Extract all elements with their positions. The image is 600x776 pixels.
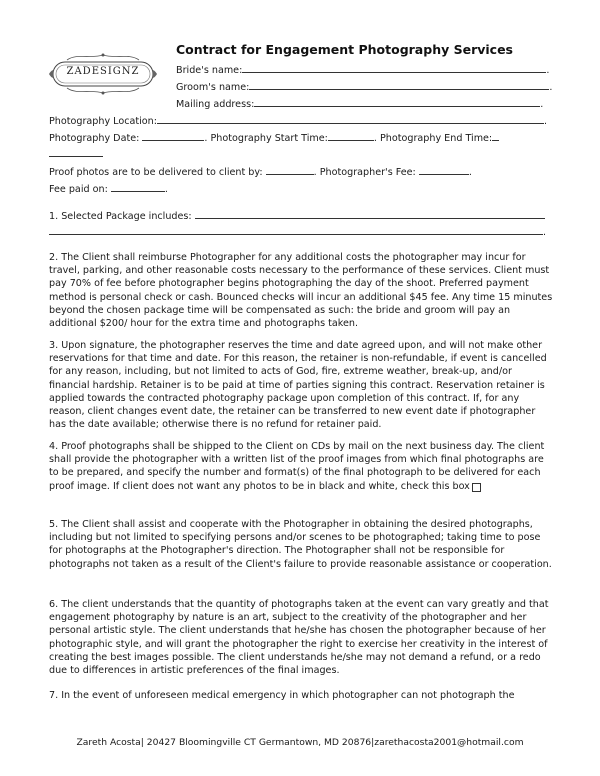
fee-label: Photographer's Fee: xyxy=(319,167,416,178)
mailing-address-field[interactable] xyxy=(254,97,540,107)
page-title: Contract for Engagement Photography Services xyxy=(176,42,513,57)
clause-7: 7. In the event of unforeseen medical emergency in which photographer can not photograph the xyxy=(49,690,515,701)
brides-name-field[interactable] xyxy=(242,63,546,73)
zadesignz-logo xyxy=(47,52,159,98)
brides-name-row: Bride's name: . xyxy=(176,65,550,76)
package-row-2: . xyxy=(49,225,546,239)
location-row: Photography Location: . xyxy=(49,116,548,127)
fee-paid-row: Fee paid on: . xyxy=(49,184,168,195)
fee-paid-field[interactable] xyxy=(111,182,165,192)
proof-delivery-row: Proof photos are to be delivered to client by: . Photographer's Fee: . xyxy=(49,167,472,178)
clause-2: 2. The Client shall reimburse Photographer for any additional costs the photographer may incur for travel, parking, and other reasonable costs necessary to the performance of these services. Client must pay 70% of fee before photographer begins photographing the day of the shoot. Preferred payment method is personal check or cash. Bounced checks will incur an additional $45 fee. Any time 15 minutes beyond the chosen package time will be compensated as such: the bride and groom will pay an additional $200/ hour for the extra time and photographs taken. xyxy=(49,252,553,330)
package-field-line-2[interactable] xyxy=(49,225,543,235)
end-time-field-continued[interactable] xyxy=(49,147,103,157)
clause-4-text: 4. Proof photographs shall be shipped to the Client on CDs by mail on the next business day. The client shall provide the photographer with a written list of the proof images from which final photographs are to be prepared, and specify the number and format(s) of the final photograph to be delivered for each proof image. If client does not want any photos to be in black and white, check this box xyxy=(49,441,545,492)
logo-wordmark: ZADESIGNZ xyxy=(66,66,140,77)
package-field[interactable] xyxy=(195,209,545,219)
date-label: Photography Date: xyxy=(49,133,140,144)
clause-4 xyxy=(49,440,555,493)
clause-5: 5. The Client shall assist and cooperate with the Photographer in obtaining the desired photographs, including but not limited to specifying persons and/or scenes to be photographed; taking time to pose for photographs at the Photographer's direction. The Photographer shall not be responsible for photographs not taken as a result of the Client's failure to provide reasonable assistance or cooperation. xyxy=(49,519,552,570)
mailing-address-label: Mailing address: xyxy=(176,99,255,110)
location-field[interactable] xyxy=(157,114,544,124)
date-time-row: Photography Date: . Photography Start Time: . Photography End Time: xyxy=(49,131,499,145)
brides-name-label: Bride's name: xyxy=(176,65,243,76)
clause-6: 6. The client understands that the quantity of photographs taken at the event can vary greatly and that engagement photography by nature is an art, subject to the creativity of the photographer and her personal artistic style. The client understands that he/she has chosen the photographer because of her photographic style, and will grant the photographer the right to exercise her creativity in the interest of creating the best images possible. The client understands he/she may not demand a refund, or a redo due to differences in artistic preferences of the final images. xyxy=(49,599,549,677)
date-field[interactable] xyxy=(142,131,204,141)
clause-3: 3. Upon signature, the photographer reserves the time and date agreed upon, and will not make other reservations for that time and date. For this reason, the retainer is non-refundable, if event is cancelled for any reason, including, but not limited to acts of God, fire, extreme weather, break-up, and/or financial hardship. Retainer is to be paid at time of parties signing this contract. Reservation retainer is applied towards the contracted photography package upon completion of this contract. If, for any reason, client changes event date, the retainer can be transferred to new event date if photographer has the date available; otherwise there is no refund for retainer paid. xyxy=(49,340,547,431)
grooms-name-field[interactable] xyxy=(249,80,549,90)
package-label: 1. Selected Package includes: xyxy=(49,211,192,222)
end-time-continuation xyxy=(49,147,103,161)
start-time-field[interactable] xyxy=(328,131,374,141)
fee-paid-label: Fee paid on: xyxy=(49,184,108,195)
package-row xyxy=(49,209,545,223)
proof-delivery-label: Proof photos are to be delivered to client by: xyxy=(49,167,263,178)
black-and-white-checkbox[interactable] xyxy=(472,483,481,492)
grooms-name-row: Groom's name: . xyxy=(176,82,553,93)
mailing-address-row: Mailing address: . xyxy=(176,99,544,110)
start-time-label: Photography Start Time: xyxy=(210,133,328,144)
fee-field[interactable] xyxy=(419,165,469,175)
grooms-name-label: Groom's name: xyxy=(176,82,250,93)
location-label: Photography Location: xyxy=(49,116,157,127)
end-time-label: Photography End Time: xyxy=(380,133,493,144)
end-time-field[interactable] xyxy=(492,131,499,141)
footer-contact: Zareth Acosta| 20427 Bloomingville CT Germantown, MD 20876|zarethacosta2001@hotmail.com xyxy=(76,737,524,748)
proof-delivery-field[interactable] xyxy=(266,165,314,175)
